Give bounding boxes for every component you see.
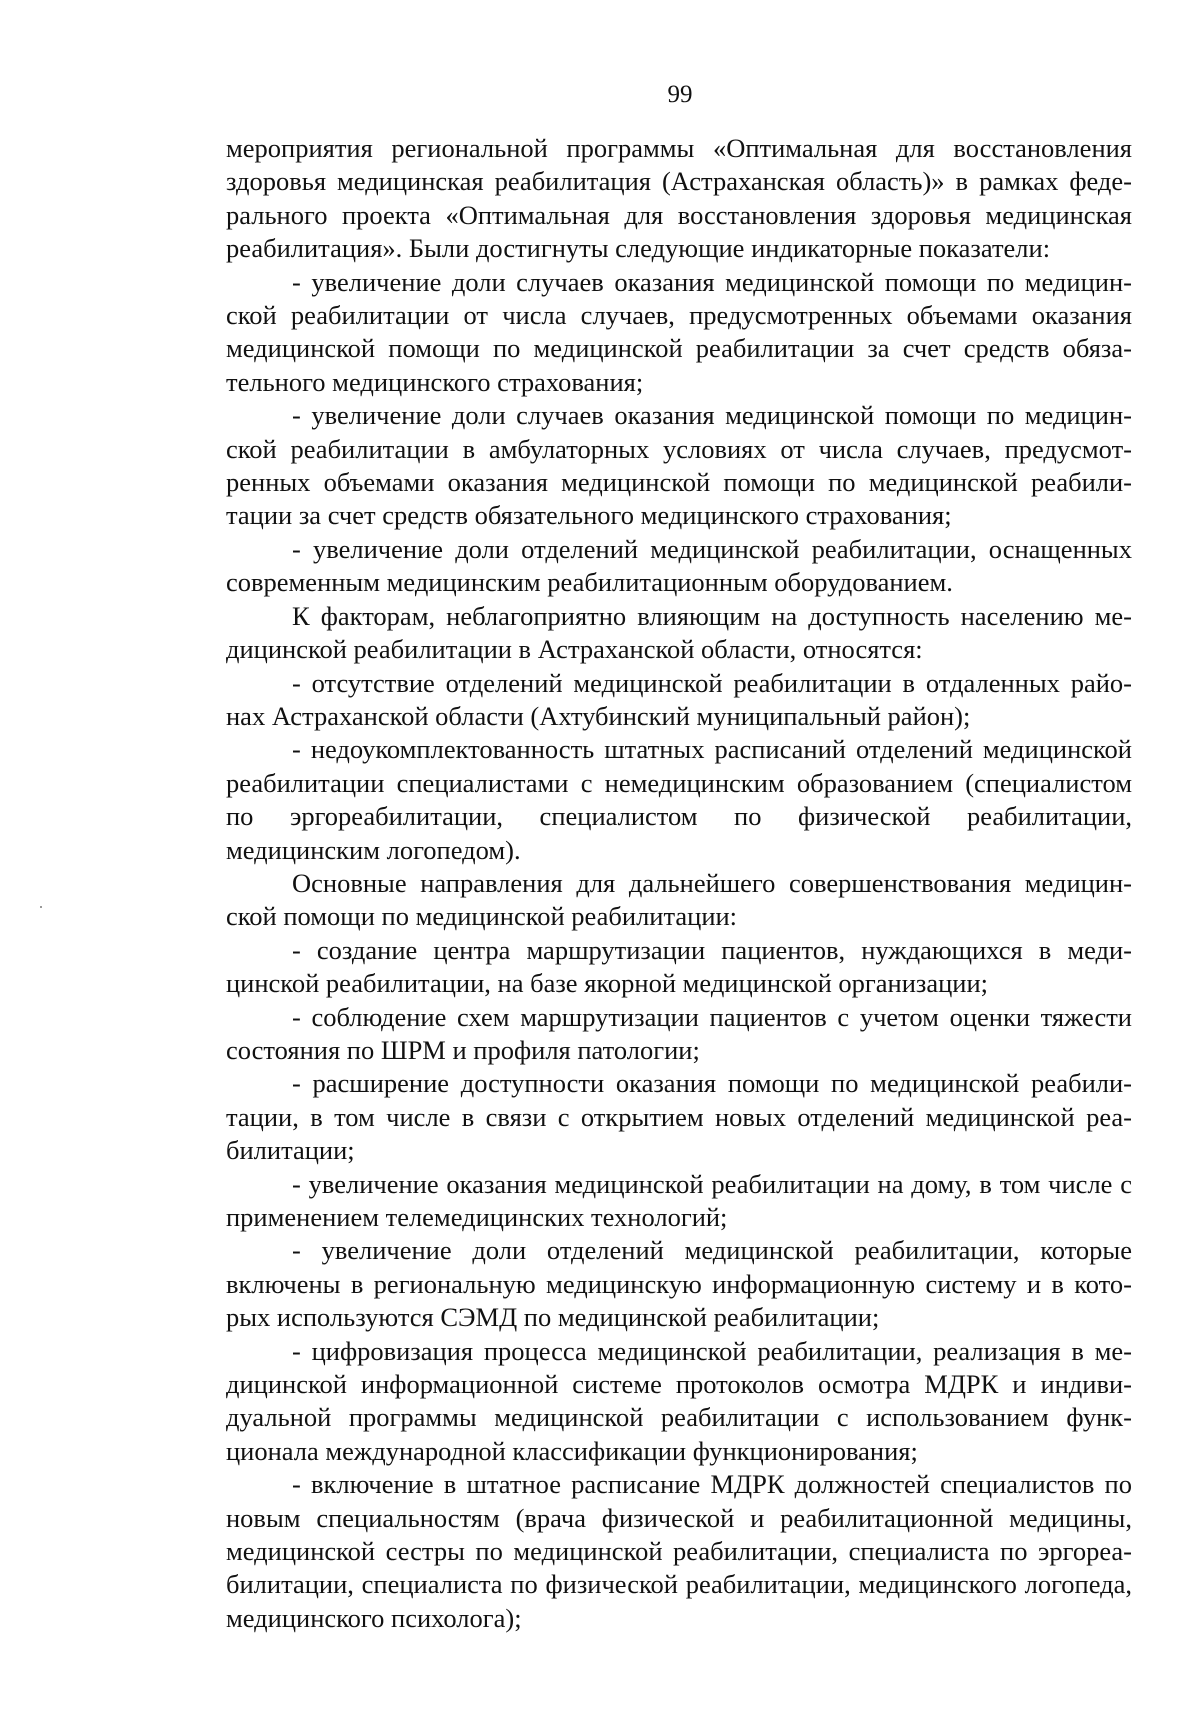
paragraph-13: - увеличение доли отделений медицинской реабилитации, которые включены в региональную медицинскую информационную систему и в которых используются СЭМД по медицинской реабилитации; bbox=[226, 1235, 1132, 1333]
page-number: 99 bbox=[667, 81, 693, 108]
paragraph-1: мероприятия региональной программы «Оптимальная для восстановления здоровья медицинская реабилитация (Астраханская область)» в рамках федерального проекта «Оптимальная для восстановления здоровья медицинская реабилитация». Были достигнуты следующие индикаторные показатели: bbox=[226, 133, 1132, 264]
paragraph-9: - создание центра маршрутизации пациентов, нуждающихся в медицинской реабилитации, на базе якорной медицинской организации; bbox=[226, 934, 1132, 999]
paragraph-12: - увеличение оказания медицинской реабилитации на дому, в том числе с применением телемедицинских технологий; bbox=[226, 1168, 1132, 1232]
document-body bbox=[226, 132, 1132, 1635]
paragraph-4: - увеличение доли отделений медицинской реабилитации, оснащенных современным медицинским реабилитационным оборудованием. bbox=[226, 533, 1132, 598]
paragraph-8: Основные направления для дальнейшего совершенствования медицинской помощи по медицинской реабилитации: bbox=[226, 867, 1132, 932]
paragraph-2: - увеличение доли случаев оказания медицинской помощи по медицинской реабилитации от числа случаев, предусмотренных объемами оказания медицинской помощи по медицинской реабилитации за счет средств обязательного медицинского страхования; bbox=[226, 266, 1132, 397]
paragraph-11: - расширение доступности оказания помощи по медицинской реабилитации, в том числе в связи с открытием новых отделений медицинской реабилитации; bbox=[226, 1068, 1132, 1166]
paragraph-10: - соблюдение схем маршрутизации пациентов с учетом оценки тяжести состояния по ШРМ и профиля патологии; bbox=[226, 1001, 1132, 1065]
paragraph-15: - включение в штатное расписание МДРК должностей специалистов по новым специальностям (врача физической и реабилитационной медицины, медицинской сестры по медицинской реабилитации, специалиста по эргореабилитации, специалиста по физической реабилитации, медицинского логопеда, медицинского психолога); bbox=[226, 1469, 1132, 1633]
paragraph-3: - увеличение доли случаев оказания медицинской помощи по медицинской реабилитации в амбулаторных условиях от числа случаев, предусмотренных объемами оказания медицинской помощи по медицинской реабилитации за счет средств обязательного медицинского страхования; bbox=[226, 400, 1132, 531]
paragraph-7: - недоукомплектованность штатных расписаний отделений медицинской реабилитации специалистами с немедицинским образованием (специалистом по эргореабилитации, специалистом по физической реабилитации, медицинским логопедом). bbox=[226, 734, 1132, 865]
paragraph-5: К факторам, неблагоприятно влияющим на доступность населению медицинской реабилитации в Астраханской области, относятся: bbox=[226, 600, 1132, 665]
paragraph-14: - цифровизация процесса медицинской реабилитации, реализация в медицинской информационной системе протоколов осмотра МДРК и индивидуальной программы медицинской реабилитации с использованием функционала международной классификации функционирования; bbox=[226, 1335, 1132, 1466]
scan-speck bbox=[40, 906, 42, 908]
paragraph-6: - отсутствие отделений медицинской реабилитации в отдаленных районах Астраханской области (Ахтубинский муниципальный район); bbox=[226, 667, 1132, 731]
